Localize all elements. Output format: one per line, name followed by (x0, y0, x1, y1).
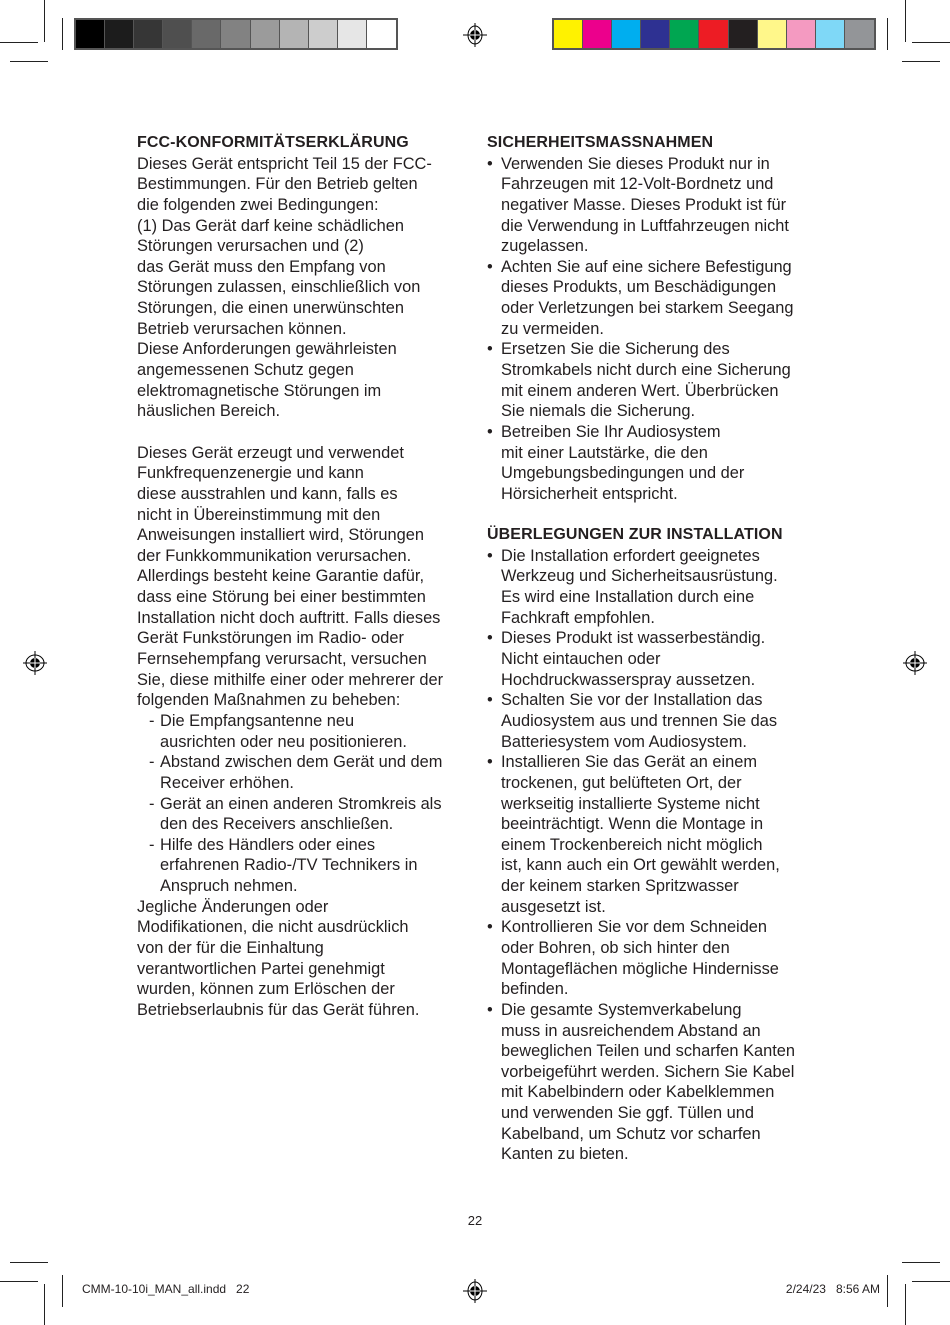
text-line (487, 505, 822, 526)
text-line: FCC-KONFORMITÄTSERKLÄRUNG (137, 134, 409, 151)
text-line: - Die Empfangsantenne neu (137, 711, 472, 732)
crop-mark (0, 42, 38, 43)
text-line: Fachkraft empfohlen. (501, 608, 655, 627)
text-line (137, 422, 472, 443)
text-line: angemessenen Schutz gegen (137, 361, 354, 380)
text-line: Anspruch nehmen. (160, 877, 298, 896)
text-line: Hörsicherheit entspricht. (501, 484, 678, 503)
bullet-item (487, 917, 822, 1000)
slug-datetime: 2/24/23 8:56 AM (785, 1282, 880, 1296)
paragraph (137, 422, 472, 443)
paragraph (487, 505, 822, 526)
bullet-item (487, 422, 822, 505)
text-line: dass eine Störung bei einer bestimmten (137, 588, 426, 607)
dash-item (137, 794, 472, 835)
color-swatch (729, 20, 758, 48)
crop-mark (62, 18, 63, 50)
text-line: Werkzeug und Sicherheitsausrüstung. (501, 567, 778, 586)
text-line: • Die Installation erfordert geeignetes (487, 546, 822, 567)
text-line: Batteriesystem vom Audiosystem. (501, 732, 747, 751)
left-column (137, 133, 472, 1021)
color-swatch (612, 20, 641, 48)
paragraph (137, 154, 472, 422)
registration-mark-icon (903, 651, 927, 675)
text-line: ausgesetzt ist. (501, 897, 606, 916)
bullet-item (487, 154, 822, 257)
color-swatch (221, 20, 250, 48)
text-line: mit einem anderen Wert. Überbrücken (501, 381, 779, 400)
section-heading (487, 133, 822, 154)
registration-mark-icon (463, 1279, 487, 1303)
text-line: dieses Produkts, um Beschädigungen (501, 278, 777, 297)
text-line: vorbeigeführt werden. Sichern Sie Kabel (501, 1062, 795, 1081)
text-line: • Die gesamte Systemverkabelung (487, 1000, 822, 1021)
text-line: Betriebserlaubnis für das Gerät führen. (137, 1000, 420, 1019)
color-swatch (309, 20, 338, 48)
paragraph (137, 897, 472, 1021)
section-heading (487, 525, 822, 546)
color-swatch (367, 20, 396, 48)
text-line: Receiver erhöhen. (160, 773, 294, 792)
crop-mark (902, 1262, 940, 1263)
color-swatch (338, 20, 367, 48)
dash-item (137, 752, 472, 793)
registration-mark-icon (23, 651, 47, 675)
text-line: Diese Anforderungen gewährleisten (137, 340, 397, 359)
text-line: oder Bohren, ob sich hinter den (501, 938, 730, 957)
color-swatch (76, 20, 105, 48)
text-line: ist, kann auch ein Ort gewählt werden, (501, 856, 780, 875)
text-line: - Gerät an einen anderen Stromkreis als (137, 794, 472, 815)
crop-mark (912, 1281, 950, 1282)
crop-mark (44, 0, 45, 42)
text-line: wurden, können zum Erlöschen der (137, 980, 395, 999)
color-swatch (554, 20, 583, 48)
bullet-item (487, 1000, 822, 1165)
text-line: beeinträchtigt. Wenn die Montage in (501, 815, 764, 834)
color-swatch (251, 20, 280, 48)
text-line: • Achten Sie auf eine sichere Befestigung (487, 257, 822, 278)
text-line: Stromkabels nicht durch eine Sicherung (501, 361, 791, 380)
color-swatch (845, 20, 874, 48)
crop-mark (44, 1284, 45, 1325)
right-column (487, 133, 822, 1165)
registration-mark-icon (463, 23, 487, 47)
text-line: zugelassen. (501, 237, 589, 256)
text-line: Fernsehempfang verursacht, versuchen (137, 650, 427, 669)
crop-mark (902, 61, 940, 62)
text-line: diese ausstrahlen und kann, falls es (137, 484, 398, 503)
text-line: von der für die Einhaltung (137, 938, 324, 957)
text-line: beweglichen Teilen und scharfen Kanten (501, 1042, 796, 1061)
crop-mark (10, 61, 48, 62)
text-line: trockenen, gut belüfteten Ort, der (501, 773, 742, 792)
crop-mark (0, 1281, 38, 1282)
color-swatch (163, 20, 192, 48)
text-line: Fahrzeugen mit 12-Volt-Bordnetz und (501, 175, 774, 194)
text-line: ausrichten oder neu positionieren. (160, 732, 407, 751)
bullet-item (487, 690, 822, 752)
crop-mark (905, 1284, 906, 1325)
text-line: Sie, diese mithilfe einer oder mehrerer der (137, 670, 444, 689)
text-line: negativer Masse. Dieses Produkt ist für (501, 195, 787, 214)
color-swatch (105, 20, 134, 48)
text-line: erfahrenen Radio-/TV Technikers in (160, 856, 418, 875)
text-line: einem Trockenbereich nicht möglich (501, 835, 763, 854)
text-line: verantwortlichen Partei genehmigt (137, 959, 385, 978)
crop-mark (912, 42, 950, 43)
text-line: • Kontrollieren Sie vor dem Schneiden (487, 917, 822, 938)
color-swatch (758, 20, 787, 48)
color-swatch (583, 20, 612, 48)
color-swatch (787, 20, 816, 48)
color-swatch (134, 20, 163, 48)
process-color-bar (552, 18, 876, 50)
text-line: Dieses Gerät erzeugt und verwendet (137, 443, 404, 462)
text-line: Funkfrequenzenergie und kann (137, 464, 364, 483)
text-line: Sie niemals die Sicherung. (501, 402, 696, 421)
text-line: zu vermeiden. (501, 319, 604, 338)
text-line: • Dieses Produkt ist wasserbeständig. (487, 628, 822, 649)
text-line: Kabelband, um Schutz vor scharfen (501, 1124, 761, 1143)
text-line: Bestimmungen. Für den Betrieb gelten (137, 175, 418, 194)
text-line: Audiosystem aus und trennen Sie das (501, 711, 778, 730)
text-line: die Verwendung in Luftfahrzeugen nicht (501, 216, 789, 235)
text-line: folgenden Maßnahmen zu beheben: (137, 691, 401, 710)
text-line: mit einer Lautstärke, die den (501, 443, 708, 462)
text-line: Gerät Funkstörungen im Radio- oder (137, 629, 404, 648)
grayscale-color-bar (74, 18, 398, 50)
color-swatch (641, 20, 670, 48)
text-line: - Hilfe des Händlers oder eines (137, 835, 472, 856)
color-swatch (280, 20, 309, 48)
text-line: Montageflächen mögliche Hindernisse (501, 959, 779, 978)
bullet-item (487, 339, 822, 422)
paragraph (137, 443, 472, 711)
page-number: 22 (467, 1213, 483, 1228)
color-swatch (816, 20, 845, 48)
color-swatch (699, 20, 728, 48)
text-line: • Betreiben Sie Ihr Audiosystem (487, 422, 822, 443)
text-line: die folgenden zwei Bedingungen: (137, 195, 379, 214)
text-line: Nicht eintauchen oder (501, 650, 661, 669)
text-line: Anweisungen installiert wird, Störungen (137, 526, 424, 545)
color-swatch (670, 20, 699, 48)
text-line: ÜBERLEGUNGEN ZUR INSTALLATION (487, 526, 783, 544)
color-swatch (192, 20, 221, 48)
text-line: • Ersetzen Sie die Sicherung des (487, 339, 822, 360)
text-line: Allerdings besteht keine Garantie dafür, (137, 567, 425, 586)
bullet-item (487, 257, 822, 340)
bullet-item (487, 752, 822, 917)
text-line: den des Receivers anschließen. (160, 815, 394, 834)
crop-mark (905, 0, 906, 42)
dash-item (137, 835, 472, 897)
text-line: werkseitig installierte Systeme nicht (501, 794, 760, 813)
text-line: • Installieren Sie das Gerät an einem (487, 752, 822, 773)
crop-mark (62, 1275, 63, 1307)
text-line: (1) Das Gerät darf keine schädlichen (137, 216, 404, 235)
text-line: Dieses Gerät entspricht Teil 15 der FCC- (137, 154, 432, 173)
text-line: häuslichen Bereich. (137, 402, 281, 421)
text-line: und verwenden Sie ggf. Tüllen und (501, 1104, 755, 1123)
text-line: muss in ausreichendem Abstand an (501, 1021, 761, 1040)
text-line: - Abstand zwischen dem Gerät und dem (137, 752, 472, 773)
crop-mark (887, 1275, 888, 1307)
slug-filename: CMM-10-10i_MAN_all.indd 22 (82, 1282, 250, 1296)
text-line: Störungen zulassen, einschließlich von (137, 278, 421, 297)
text-line: nicht in Übereinstimmung mit den (137, 505, 381, 524)
bullet-item (487, 546, 822, 629)
text-line: mit Kabelbindern oder Kabelklemmen (501, 1083, 775, 1102)
text-line: Umgebungsbedingungen und der (501, 464, 745, 483)
text-line: befinden. (501, 980, 569, 999)
text-line: elektromagnetische Störungen im (137, 381, 382, 400)
text-line: Kanten zu bieten. (501, 1145, 629, 1164)
text-line: das Gerät muss den Empfang von (137, 257, 386, 276)
text-line: SICHERHEITSMASSNAHMEN (487, 134, 714, 151)
crop-mark (10, 1262, 48, 1263)
text-line: Störungen verursachen und (2) (137, 237, 364, 256)
crop-mark (887, 18, 888, 50)
text-line: der Funkkommunikation verursachen. (137, 546, 412, 565)
text-line: der keinem starken Spritzwasser (501, 877, 739, 896)
text-line: Hochdruckwasserspray aussetzen. (501, 670, 756, 689)
text-line: • Schalten Sie vor der Installation das (487, 690, 822, 711)
text-line: • Verwenden Sie dieses Produkt nur in (487, 154, 822, 175)
text-line: Modifikationen, die nicht ausdrücklich (137, 918, 409, 937)
text-line: oder Verletzungen bei starkem Seegang (501, 299, 794, 318)
text-line: Jegliche Änderungen oder (137, 897, 329, 916)
text-line: Störungen, die einen unerwünschten (137, 299, 404, 318)
bullet-item (487, 628, 822, 690)
text-line: Es wird eine Installation durch eine (501, 588, 755, 607)
text-line: Installation nicht doch auftritt. Falls dieses (137, 608, 441, 627)
section-heading (137, 133, 472, 154)
text-line: Betrieb verursachen können. (137, 319, 347, 338)
dash-item (137, 711, 472, 752)
